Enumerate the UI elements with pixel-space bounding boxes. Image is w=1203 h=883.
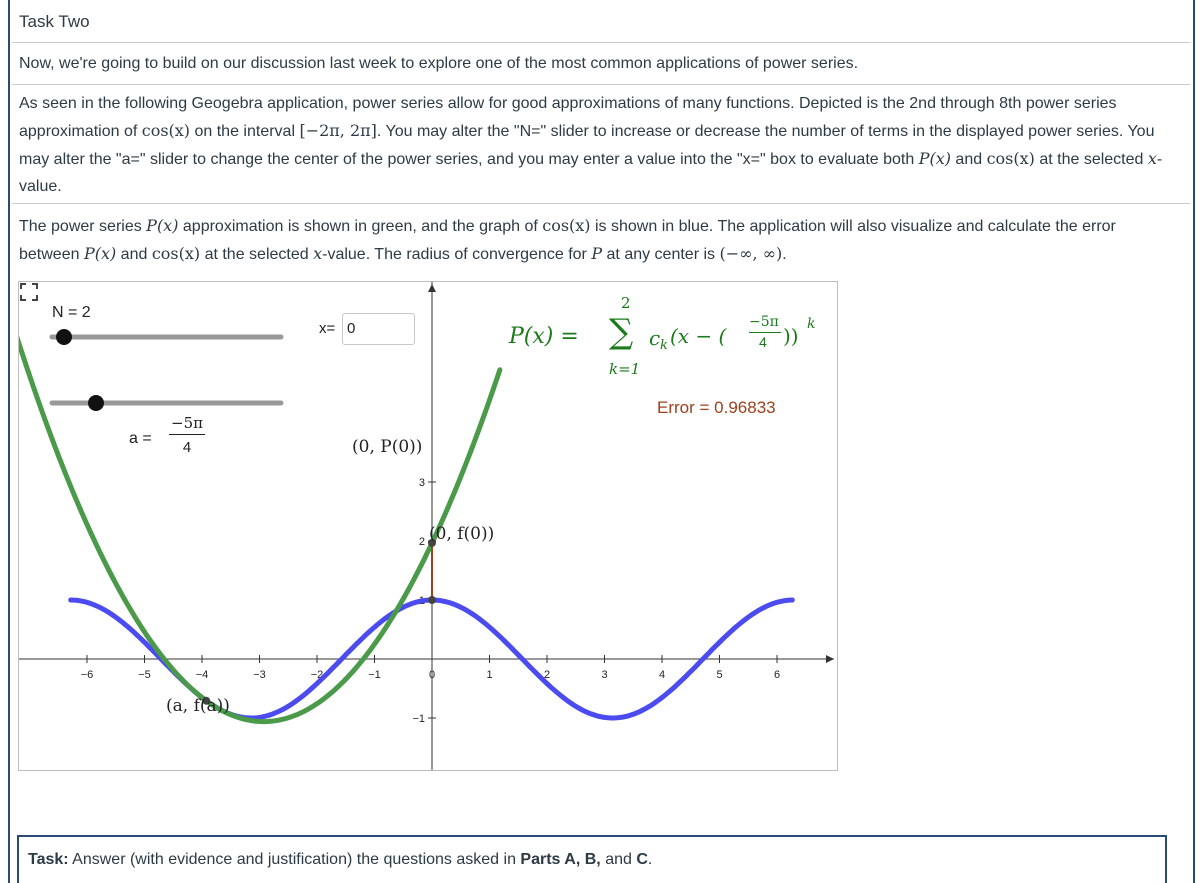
sigma-symbol: ∑ xyxy=(609,312,634,352)
x-tick-label: 3 xyxy=(601,669,608,681)
y-tick-label: −1 xyxy=(412,713,425,725)
fullscreen-icon[interactable] xyxy=(19,282,39,302)
x-tick-label: 0 xyxy=(428,669,436,681)
x-tick-label: 2 xyxy=(543,669,551,681)
y-axis-arrow xyxy=(428,284,436,292)
a-value-numerator: −5π xyxy=(171,414,203,432)
formula-paren: (x − ( xyxy=(670,324,727,348)
x-tick-label: 4 xyxy=(658,669,666,681)
geogebra-description-paragraph: As seen in the following Geogebra application, power series allow for good approximations of many functions. Depicted is the 2nd through 8th power series approximation of cos(x) on the interval [−2π, 2π]. You may alter the "N=" slider to increase or decrease the number of terms in the displayed power series. You may alter the "a=" slider to change the center of the power series, and you may enter a value into the "x=" box to evaluate both P(x) and cos(x) at the selected x-value. xyxy=(19,95,1163,195)
point-f0[interactable] xyxy=(428,596,436,604)
formula-power: k xyxy=(807,316,816,332)
y-tick-label: 1 xyxy=(418,595,425,607)
a-fraction-bar xyxy=(169,434,205,435)
a-value-denominator: 4 xyxy=(182,439,192,456)
x-tick-label: −6 xyxy=(80,669,94,681)
formula-sum-upper: 2 xyxy=(621,294,631,312)
x-tick-label: 1 xyxy=(486,669,493,681)
x-tick-label: −2 xyxy=(310,669,324,681)
formula-frac-den: 4 xyxy=(759,334,767,350)
x-tick-label: 5 xyxy=(716,669,723,681)
y-tick-label: 2 xyxy=(418,536,425,548)
a-slider-label: a = xyxy=(129,430,152,447)
divider xyxy=(12,203,1190,204)
formula-lhs: P(x) = xyxy=(509,324,579,349)
x-tick-label: −5 xyxy=(138,669,151,681)
formula-frac-num: −5π xyxy=(749,314,779,330)
x-axis-arrow xyxy=(826,655,834,663)
error-readout: Error = 0.96833 xyxy=(657,398,776,417)
page-title: Task Two xyxy=(19,12,90,31)
x-tick-label: −4 xyxy=(195,669,209,681)
intro-paragraph: Now, we're going to build on our discussion last week to explore one of the most common applications of power series. xyxy=(19,55,859,72)
n-slider-label: N = 2 xyxy=(52,304,91,321)
formula-close: )) xyxy=(783,324,799,348)
point-label-f0: (0, f(0)) xyxy=(429,524,495,544)
color-key-paragraph: The power series P(x) approximation is shown in green, and the graph of cos(x) is shown in blue. The application will also visualize and calculate the error between P(x) and cos(x) at the selected x-value. The radius of convergence for P at any center is (−∞, ∞). xyxy=(19,216,1116,263)
x-tick-label: −3 xyxy=(253,669,266,681)
formula-frac-bar xyxy=(749,332,781,333)
divider xyxy=(12,42,1190,43)
point-label-p0: (0, P(0)) xyxy=(352,437,423,457)
formula-subscript: k xyxy=(660,338,668,353)
power-series-formula xyxy=(509,292,829,382)
x-tick-label: −1 xyxy=(368,669,381,681)
task-callout xyxy=(17,835,1167,883)
formula-sum-lower: k=1 xyxy=(609,360,641,378)
x-input-label: x= xyxy=(319,320,336,337)
task-text: Task: Answer (with evidence and justification) the questions asked in Parts A, B, and C. xyxy=(28,851,653,868)
a-slider-handle[interactable] xyxy=(88,395,104,411)
formula-coefficient: c xyxy=(649,326,661,350)
n-slider-handle[interactable] xyxy=(56,329,72,345)
divider xyxy=(12,84,1190,85)
geogebra-applet[interactable] xyxy=(18,281,838,771)
x-value-input[interactable]: 0 xyxy=(342,313,415,345)
y-tick-label: 3 xyxy=(418,477,425,489)
point-label-fa: (a, f(a)) xyxy=(166,696,230,716)
x-tick-label: 6 xyxy=(773,669,781,681)
